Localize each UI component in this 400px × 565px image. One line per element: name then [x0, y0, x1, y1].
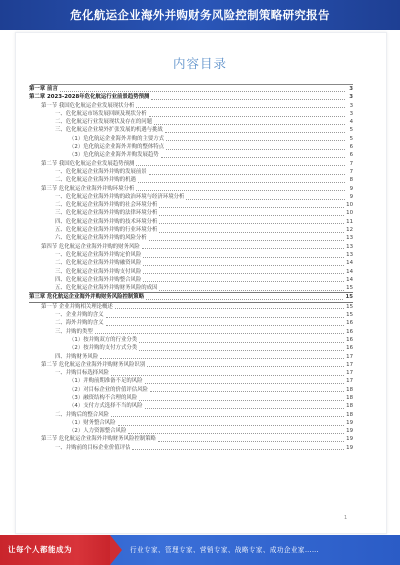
toc-entry-label: 二、危化航运企业海外并购的社会环境分析	[55, 202, 158, 209]
toc-leader-dots	[159, 228, 344, 233]
toc-leader-dots	[154, 120, 345, 125]
toc-page-number: 4	[349, 119, 353, 126]
toc-entry-label: （2）对目标企业的价值评估风险	[69, 386, 148, 393]
toc-entry-label: 第四节 危化航运企业海外并购的财务风险	[41, 243, 140, 250]
toc-page-number: 11	[346, 218, 353, 225]
toc-leader-dots	[143, 253, 344, 258]
toc-row[interactable]	[29, 369, 353, 377]
toc-leader-dots	[136, 186, 345, 191]
toc-leader-dots	[145, 404, 345, 409]
toc-leader-dots	[100, 354, 344, 359]
toc-row[interactable]	[29, 319, 353, 327]
toc-entry-label: 第二章 2023-2028年危化航运行业前景趋势预测	[29, 94, 150, 101]
toc-entry-label: （1）危化航运企业海外并购的主要方式	[69, 135, 165, 142]
toc-page-number: 12	[346, 227, 353, 234]
toc-entry-label: 二、危化航运行业发展现状及存在的问题	[55, 119, 153, 126]
toc-leader-dots	[106, 313, 345, 318]
toc-leader-dots	[149, 170, 345, 175]
toc-leader-dots	[143, 269, 344, 274]
toc-entry-label: 第三节 危化航运企业海外并购财务风险控制策略	[41, 436, 156, 443]
toc-page-number: 5	[349, 127, 353, 134]
toc-row[interactable]	[29, 336, 353, 344]
toc-row[interactable]	[29, 176, 353, 184]
toc-row[interactable]	[29, 344, 353, 352]
toc-page-number: 3	[349, 86, 353, 92]
toc-entry-label: 一、危化航运企业海外并购的政治环境与经济环境分析	[55, 193, 185, 200]
toc-leader-dots	[150, 387, 344, 392]
toc-entry-label: 一、企业并购的含义	[55, 312, 104, 319]
toc-entry-label: （1）财务整合风险	[69, 419, 116, 426]
toc-page-number: 19	[346, 419, 353, 426]
toc-leader-dots	[159, 286, 344, 291]
toc-entry-label: 二、危化航运企业海外并购的机遇	[55, 177, 136, 184]
toc-leader-dots	[166, 136, 345, 141]
toc-leader-dots	[159, 211, 344, 216]
toc-page-number: 17	[346, 361, 353, 368]
toc-entry-label: 三、并购的类型	[55, 328, 93, 335]
toc-row[interactable]	[29, 402, 353, 410]
header-title: 危化航运企业海外并购财务风险控制策略研究报告	[70, 8, 330, 22]
toc-leader-dots	[143, 277, 344, 282]
toc-row[interactable]	[29, 435, 353, 443]
toc-entry-label: 第二节 危化航运企业海外并购财务风险识别	[41, 361, 146, 368]
toc-entry-label: 五、危化航运企业海外并购财务风险的成因	[55, 285, 158, 292]
toc-entry-label: 五、危化航运企业海外并购的行业环境分析	[55, 227, 158, 234]
toc-entry-label: 一、并购前的目标企业价值评估	[55, 444, 131, 451]
toc-page-number: 18	[346, 386, 353, 393]
toc-row[interactable]	[29, 110, 353, 118]
toc-page-number: 7	[349, 160, 353, 167]
toc-leader-dots	[136, 161, 345, 166]
toc-page-number: 16	[346, 345, 353, 352]
toc-page-number: 14	[346, 260, 353, 267]
toc-chapter-row[interactable]	[29, 93, 353, 101]
toc-page-number: 8	[349, 177, 353, 184]
toc-leader-dots	[106, 321, 345, 326]
toc-page-number: 19	[346, 444, 353, 451]
toc-entry-label: 二、海外并购的含义	[55, 320, 104, 327]
toc-row[interactable]	[29, 276, 353, 284]
toc-row[interactable]	[29, 259, 353, 267]
toc-entry-label: 一、并购目标选择风险	[55, 370, 109, 377]
toc-page-number: 16	[346, 336, 353, 343]
toc-entry-label: （1）并购前期准备不足的风险	[69, 378, 143, 385]
toc-row[interactable]	[29, 284, 353, 292]
toc-page-number: 3	[349, 94, 353, 101]
toc-row[interactable]	[29, 386, 353, 394]
toc-page-number: 18	[346, 411, 353, 418]
toc-row[interactable]	[29, 102, 353, 110]
toc-page-number: 7	[349, 168, 353, 175]
toc-page-number: 3	[349, 102, 353, 109]
toc-page-number: 6	[349, 144, 353, 151]
toc-leader-dots	[146, 295, 343, 300]
toc-leader-dots	[159, 219, 344, 224]
toc-row[interactable]	[29, 353, 353, 361]
toc-leader-dots	[143, 261, 344, 266]
toc-row[interactable]	[29, 243, 353, 251]
toc-entry-label: （1）按并购双方的行业分类	[69, 336, 138, 343]
toc-entry-label: 第二节 我国危化航运企业发展趋势预测	[41, 160, 135, 167]
toc-leader-dots	[115, 304, 344, 309]
toc-page-number: 19	[346, 436, 353, 443]
toc-leader-dots	[151, 95, 345, 100]
toc-chapter-row[interactable]	[29, 85, 353, 93]
toc-row[interactable]	[29, 193, 353, 201]
toc-entry-label: 三、危化航运企业海外并购的法律环境分析	[55, 210, 158, 217]
toc-leader-dots	[149, 236, 344, 241]
toc-page-number: 13	[346, 235, 353, 242]
toc-entry-label: （3）危化航运企业海外并购发展趋势	[69, 152, 159, 159]
toc-page-number: 17	[346, 353, 353, 360]
toc-entry-label: 四、危化航运企业海外并购的技术环境分析	[55, 218, 158, 225]
toc-entry-label: 三、危化航运企业海外并购支付风险	[55, 268, 142, 275]
toc-row[interactable]	[29, 268, 353, 276]
toc-page-number: 13	[346, 251, 353, 258]
toc-leader-dots	[149, 112, 345, 117]
toc-page-number: 17	[346, 378, 353, 385]
toc-entry-label: （4）支付方式选择不当的风险	[69, 403, 143, 410]
toc-row[interactable]	[29, 444, 353, 452]
toc-page-number: 16	[346, 328, 353, 335]
toc-row[interactable]	[29, 201, 353, 209]
toc-entry-label: 第一节 企业并购相关理论概述	[41, 303, 113, 310]
toc-entry-label: 六、危化航运企业海外并购的风险分析	[55, 235, 147, 242]
toc-page-number: 18	[346, 403, 353, 410]
toc-leader-dots	[139, 338, 344, 343]
toc-entry-label: 三、危化航运企业境外扩张发展的机遇与挑战	[55, 127, 163, 134]
toc-leader-dots	[147, 362, 344, 367]
toc-leader-dots	[111, 371, 344, 376]
toc-row[interactable]	[29, 303, 353, 311]
toc-entry-label: 第一节 我国危化航运企业发展现状分析	[41, 102, 135, 109]
toc-leader-dots	[165, 128, 345, 133]
toc-page-number: 14	[346, 276, 353, 283]
toc-entry-label: 二、危化航运企业海外并购融资风险	[55, 260, 142, 267]
toc-row[interactable]	[29, 311, 353, 319]
toc-row[interactable]	[29, 328, 353, 336]
toc-row[interactable]	[29, 377, 353, 385]
toc-row[interactable]	[29, 151, 353, 159]
toc-row[interactable]	[29, 394, 353, 402]
toc-row[interactable]	[29, 218, 353, 226]
toc-leader-dots	[138, 178, 345, 183]
toc-leader-dots	[145, 379, 345, 384]
toc-page-number: 18	[346, 394, 353, 401]
toc-entry-label: 第三章 危化航运企业海外并购财务风险控制策略	[29, 294, 145, 301]
page-number: 1	[344, 515, 348, 521]
toc-leader-dots	[139, 346, 344, 351]
toc-leader-dots	[158, 437, 344, 442]
toc-leader-dots	[95, 329, 344, 334]
toc-page-number: 9	[349, 185, 353, 192]
toc-page-number: 10	[346, 210, 353, 217]
toc-entry-label: 四、危化航运企业海外并购整合风险	[55, 276, 142, 283]
toc-leader-dots	[118, 421, 345, 426]
toc-page-number: 10	[346, 202, 353, 209]
toc-entry-label: （3）融资结构不合理的风险	[69, 394, 138, 401]
toc-entry-label: （2）危化航运企业海外并购的整体特点	[69, 144, 165, 151]
toc-leader-dots	[128, 429, 344, 434]
toc-entry-label: （2）按并购的支付方式分类	[69, 345, 138, 352]
toc-leader-dots	[136, 103, 345, 108]
toc-page-number: 17	[346, 370, 353, 377]
toc-row[interactable]	[29, 419, 353, 427]
toc-page-number: 15	[345, 294, 353, 301]
toc-chapter-row[interactable]	[29, 292, 353, 302]
toc-page-number: 3	[349, 110, 353, 117]
toc-leader-dots	[159, 203, 344, 208]
toc-entry-label: 第三节 危化航运企业海外并购环境分析	[41, 185, 135, 192]
toc-page-number: 15	[346, 303, 353, 310]
footer-slogan: 让每个人都能成为	[8, 545, 72, 554]
toc-page-number: 6	[349, 152, 353, 159]
toc-entry-label: 一、危化航运企业海外并购定价风险	[55, 251, 142, 258]
toc-page-number: 15	[346, 285, 353, 292]
toc-row[interactable]	[29, 118, 353, 126]
toc-row[interactable]	[29, 361, 353, 369]
toc-row[interactable]	[29, 226, 353, 234]
toc-page-number: 19	[346, 428, 353, 435]
toc-row[interactable]	[29, 234, 353, 242]
toc-leader-dots	[166, 145, 345, 150]
toc-page-number: 14	[346, 268, 353, 275]
toc-leader-dots	[142, 244, 344, 249]
toc-row[interactable]	[29, 160, 353, 168]
toc-entry-label: （2）人力资源整合风险	[69, 428, 127, 435]
toc-page-number: 13	[346, 243, 353, 250]
toc-entry-label: 第一章 前言	[29, 86, 58, 92]
toc-row[interactable]	[29, 168, 353, 176]
table-of-contents	[29, 85, 353, 452]
toc-leader-dots	[139, 396, 344, 401]
toc-page-number: 9	[349, 193, 353, 200]
toc-row[interactable]	[29, 427, 353, 435]
toc-row[interactable]	[29, 143, 353, 151]
toc-title: 内容目录	[172, 56, 227, 71]
toc-leader-dots	[161, 153, 345, 158]
footer-tagline: 行业专家、管理专家、营销专家、战略专家、成功企业家……	[130, 546, 319, 554]
toc-row[interactable]	[29, 126, 353, 134]
toc-entry-label: 一、危化航运市场发展回顾及现状分析	[55, 110, 147, 117]
toc-entry-label: 一、危化航运企业海外并购的发展前景	[55, 168, 147, 175]
toc-page-number: 16	[346, 320, 353, 327]
toc-entry-label: 四、并购财务风险	[55, 353, 99, 360]
toc-row[interactable]	[29, 209, 353, 217]
toc-leader-dots	[60, 87, 345, 92]
toc-leader-dots	[111, 412, 344, 417]
toc-entry-label: 二、并购后的整合风险	[55, 411, 109, 418]
toc-row[interactable]	[29, 411, 353, 419]
toc-leader-dots	[132, 445, 344, 450]
toc-row[interactable]	[29, 135, 353, 143]
toc-page-number: 5	[349, 135, 353, 142]
toc-row[interactable]	[29, 185, 353, 193]
toc-page-number: 15	[346, 312, 353, 319]
toc-leader-dots	[186, 195, 345, 200]
toc-row[interactable]	[29, 251, 353, 259]
